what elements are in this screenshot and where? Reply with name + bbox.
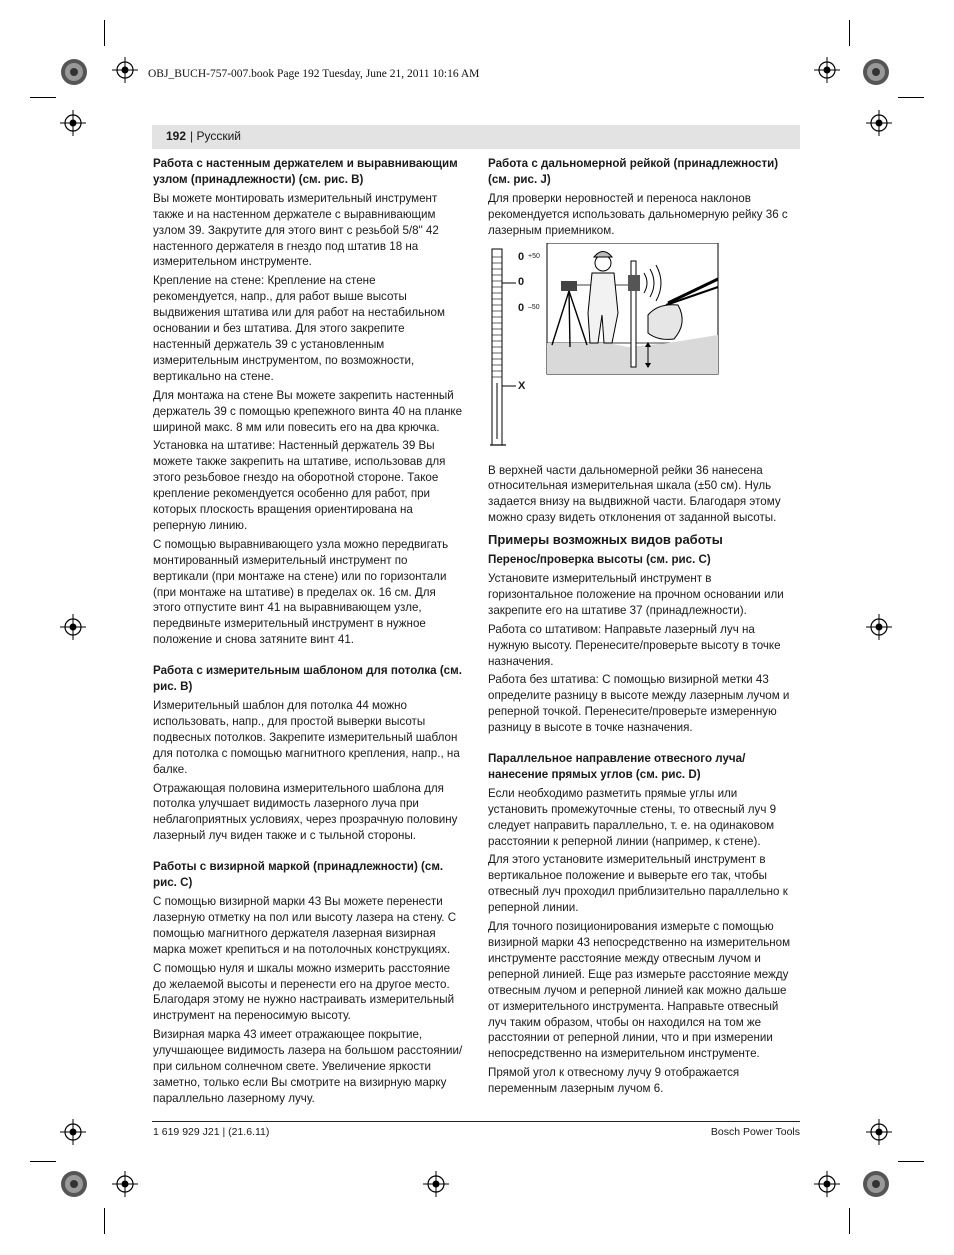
page-header bbox=[152, 125, 800, 149]
paragraph: Установите измерительный инструмент в горизонтальное положение на прочном основании или закрепите его на штативе 37 (принадлежности). bbox=[488, 571, 784, 617]
registration-mark-icon bbox=[423, 1171, 449, 1197]
paragraph: Визирная марка 43 имеет отражающее покрытие, улучшающее видимость лазера на большом расстоянии/при сильном солнечном свете. Увеличение яркости заметно, только если Вы смотрите на визирную марку параллельно лазерному лучу. bbox=[153, 1028, 463, 1105]
registration-mark-icon bbox=[814, 1171, 840, 1197]
figure-drawing bbox=[488, 243, 798, 455]
page-language: | Русский bbox=[190, 129, 241, 143]
paragraph: Для монтажа на стене Вы можете закрепить настенный держатель 39 с помощью крепежного винта 40 на планке шириной макс. 8 мм или повесить его на два крючка. bbox=[153, 388, 463, 434]
section-title: Работа с измерительным шаблоном для потолка (см. рис. B) bbox=[153, 664, 462, 694]
crop-mark bbox=[30, 97, 56, 98]
paragraph: С помощью выравнивающего узла можно передвигать монтированный измерительный инструмент по вертикали (при монтаже на стене) или по горизонтали (при монтаже на штативе) в пределах ок. 16 см. Для этого отпустите винт 41 на выравнивающем узле, передвиньте измерительный инструмент в нужное положение и снова затяните винт 41. bbox=[153, 537, 449, 647]
paragraph: Измерительный шаблон для потолка 44 можно использовать, напр., для простой выверки высоты подвесных потолков. Закрепите измерительный шаблон для потолка с помощью магнитного крепления, напр., на балке. bbox=[153, 699, 460, 776]
registration-mark-icon bbox=[60, 1119, 86, 1145]
crop-mark bbox=[30, 1161, 56, 1162]
rod-zero-label: 0 bbox=[518, 250, 525, 263]
paragraph: Установка на штативе: Настенный держатель 39 Вы можете также закрепить на штативе, использовав для этого резьбовое гнездо на оборотной стороне. Такое крепление рекомендуется особенно для работ, при которых плоскость вращения ориентирована на реперную линию. bbox=[153, 439, 446, 532]
footer-rule bbox=[152, 1121, 800, 1122]
section-heading: Примеры возможных видов работы bbox=[488, 532, 723, 548]
crop-mark bbox=[104, 1208, 105, 1234]
rod-zero-label: 0 bbox=[518, 301, 525, 314]
paragraph: Крепление на стене: Крепление на стене рекомендуется, напр., для работ выше высоты выдвижения штатива или для работ на нестабильном основании и без штатива. Для этого закрепите настенный держатель 39 с установленным измерительным инструментом, по возможности, вертикально на стене. bbox=[153, 274, 445, 383]
paragraph: В верхней части дальномерной рейки 36 нанесена относительная измерительная шкала (±50 см). Нуль задается внизу на выдвижной части. Благодаря этому можно сразу видеть отклонения от заданной высоты. bbox=[488, 463, 781, 525]
registration-mark-icon bbox=[866, 110, 892, 136]
paragraph: Для этого установите измерительный инструмент в вертикальное положение и выверьте его так, чтобы отвесный луч проходил приблизительно параллельно к реперной линии. bbox=[488, 853, 788, 915]
section-title: Перенос/проверка высоты (см. рис. C) bbox=[488, 553, 711, 567]
registration-mark-icon bbox=[60, 614, 86, 640]
crop-mark bbox=[898, 1161, 924, 1162]
paragraph: Для точного позиционирования измерьте с помощью визирной марки 43 непосредственно на измерительном инструменте расстояние между отвесным лучом и реперной линией. Еще раз измерьте расстояние между отвесным лучом и реперной линией как можно дальше от измерительного инструмента. Направьте отвесный луч таким образом, чтобы он находился на том же расстоянии от реперной линии, что и при измерении непосредственно на измерительном инструменте. bbox=[488, 920, 791, 1061]
paragraph: Если необходимо разметить прямые углы или установить промежуточные стены, то отвесный луч 9 следует направить параллельно, т. е. на одинаковом расстоянии к реперной линии (например, к стене). bbox=[488, 786, 777, 848]
registration-mark-icon bbox=[112, 1171, 138, 1197]
registration-mark-icon bbox=[60, 110, 86, 136]
section-title: Работа с дальномерной рейкой (принадлежности) (см. рис. J) bbox=[488, 157, 779, 186]
crop-mark bbox=[898, 97, 924, 98]
section-title: Работа с настенным держателем и выравнивающим узлом (принадлежности) (см. рис. B) bbox=[153, 157, 458, 186]
paragraph: С помощью нуля и шкалы можно измерить расстояние до желаемой высоты и перенести его на другое место. Благодаря этому не нужно настраивать измерительный инструмент на переносимую высоту. bbox=[153, 961, 455, 1023]
crop-mark bbox=[849, 20, 850, 46]
paragraph: Отражающая половина измерительного шаблона для потолка улучшает видимость лазерного луча при неблагоприятных условиях, через прозрачную половину лазерный луч виден также и с тыльной стороны. bbox=[153, 781, 458, 843]
paragraph: С помощью визирной марки 43 Вы можете перенести лазерную отметку на пол или высоту лазера на стену. С помощью магнитного держателя лазерная визирная марка может крепиться и на потолочных конструкциях. bbox=[153, 894, 457, 956]
file-header: OBJ_BUCH-757-007.book Page 192 Tuesday, June 21, 2011 10:16 AM bbox=[148, 68, 480, 80]
left-column bbox=[153, 156, 463, 1110]
rod-plus-label: +50 bbox=[528, 252, 540, 260]
registration-mark-icon bbox=[866, 614, 892, 640]
page-number: 192 bbox=[166, 129, 187, 143]
registration-mark-icon bbox=[866, 1119, 892, 1145]
right-column bbox=[488, 156, 798, 1100]
footer-brand: Bosch Power Tools bbox=[710, 1126, 800, 1138]
color-rosette-icon bbox=[862, 1170, 890, 1198]
color-rosette-icon bbox=[60, 1170, 88, 1198]
rod-x-label: X bbox=[518, 379, 526, 392]
paragraph: Для проверки неровностей и переноса наклонов рекомендуется использовать дальномерную рейку 36 с лазерным приемником. bbox=[488, 191, 788, 237]
crop-mark bbox=[104, 20, 105, 46]
section-title: Работы с визирной маркой (принадлежности) (см. рис. C) bbox=[153, 860, 444, 890]
footer-doc-number: 1 619 929 J21 | (21.6.11) bbox=[153, 1126, 270, 1138]
paragraph: Прямой угол к отвесному лучу 9 отображается переменным лазерным лучом 6. bbox=[488, 1066, 740, 1096]
rod-minus-label: –50 bbox=[528, 303, 540, 311]
section-title: Параллельное направление отвесного луча/нанесение прямых углов (см. рис. D) bbox=[488, 752, 746, 781]
color-rosette-icon bbox=[862, 58, 890, 86]
color-rosette-icon bbox=[60, 58, 88, 86]
paragraph: Работа без штатива: С помощью визирной метки 43 определите разницу в высоте между лазерным лучом и реперной точкой. Перенесите/проверьте измеренную разницу в высоте в точке назначения. bbox=[488, 673, 790, 735]
registration-mark-icon bbox=[814, 57, 840, 83]
paragraph: Работа со штативом: Направьте лазерный луч на нужную высоту. Перенесите/проверьте высоту в точке назначения. bbox=[488, 622, 781, 668]
figure-leveling-rod bbox=[488, 243, 798, 455]
rod-zero-label: 0 bbox=[518, 275, 525, 288]
paragraph: Вы можете монтировать измерительный инструмент также и на настенном держателе с выравнивающим узлом 39. Закрутите для этого винт с резьбой 5/8" 42 настенного держателя в гнездо под штатив 18 на измерительном инструменте. bbox=[153, 191, 439, 269]
crop-mark bbox=[849, 1208, 850, 1234]
registration-mark-icon bbox=[112, 57, 138, 83]
